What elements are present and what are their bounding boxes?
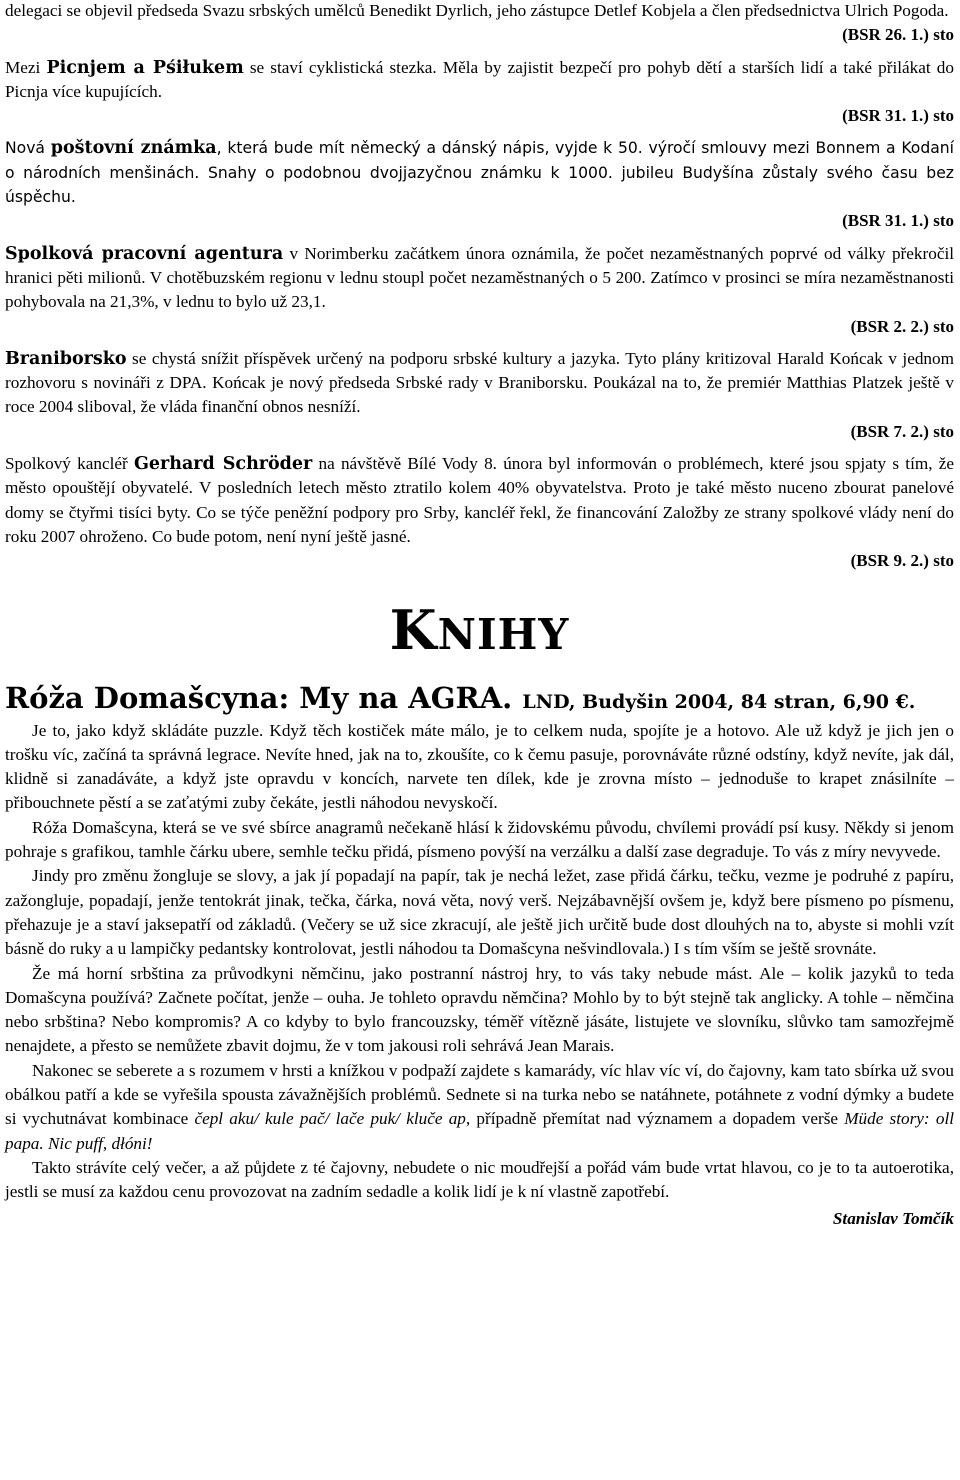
verse-quote: Müde story: oll papa. Nic puff, dłóni! bbox=[5, 1109, 954, 1153]
news-keyword: Braniborsko bbox=[5, 348, 127, 369]
book-title-line bbox=[5, 681, 954, 719]
news-source: (BSR 7. 2.) sto bbox=[850, 421, 954, 441]
news-item-1 bbox=[5, 0, 954, 23]
news-item-4 bbox=[5, 242, 954, 315]
news-keyword: Spolková pracovní agentura bbox=[5, 243, 284, 264]
news-item-2 bbox=[5, 56, 954, 105]
news-text: , která bude mít německý a dánský nápis, vyjde k 50. výročí smlouvy mezi Bonnem a Kodaní o národních menšinách. Snahy o podobnou dvojjazyčnou známku k 1000. jubileu Budyšína zůstaly svého času bez úspěchu. bbox=[5, 139, 954, 207]
news-prefix: Mezi bbox=[5, 57, 47, 77]
review-paragraph-1: Je to, jako když skládáte puzzle. Když těch kostiček máte málo, je to celkem nuda, spojíte je a hotovo. Ale už když je jich jen o trošku víc, začíná ta správná legrace. Nevíte hned, jak na to, zkoušíte, co k čemu pasuje, porovnáváte různé odstíny, když nevíte, jak dál, klidně si zanadáváte, a když jste opravdu v koncích, narvete ten dílek, kde je zrovna místo – jednoduše to krapet znásilníte – přibouchnete pěstí a se zaťatými zuby čekáte, jestli náhodou nevyskočí. bbox=[5, 720, 954, 813]
news-source: (BSR 31. 1.) sto bbox=[842, 211, 954, 231]
news-keyword: Picnjem a Pśiłukem bbox=[46, 57, 244, 78]
heading-initial: K bbox=[389, 597, 438, 662]
news-text: se staví cyklistická stezka. Měla by zajistit bezpečí pro pohyb dětí a starších lidí a také přilákat do Picnja více kupujících. bbox=[5, 57, 954, 101]
news-source: (BSR 9. 2.) sto bbox=[850, 551, 954, 571]
anagram-quote: čepl aku/ kule pač/ lače puk/ kluče ap bbox=[194, 1109, 466, 1129]
news-prefix: Spolkový kancléř bbox=[5, 454, 134, 474]
author-signature: Stanislav Tomčík bbox=[832, 1209, 954, 1229]
book-title: Róža Domašcyna: My na AGRA. bbox=[5, 680, 513, 715]
review-text: , případně přemítat nad významem a dopadem verše bbox=[465, 1109, 845, 1129]
news-text: delegaci se objevil předseda Svazu srbských umělců Benedikt Dyrlich, jeho zástupce Detlef Kobjela a člen předsednictva Ulrich Pogoda. bbox=[5, 1, 949, 20]
news-source: (BSR 2. 2.) sto bbox=[850, 316, 954, 336]
review-paragraph-3: Jindy pro změnu žongluje se slovy, a jak jí popadají na papír, tak je nechá ležet, zase přidá čárku, tečku, vezme je podruhé z papíru, zažongluje, popadají, jenže tentokrát jinak, tečka, čárka, nová věta, nový verš. Nejzábavnější ovšem je, když bere písmeno po písmenu, přehazuje je a staví jaksepatří od základů. (Večery se už sice zkracují, ale ještě jich určitě bude dost dlouhých na to, abyste si mohli vzít básně do ruky a u lampičky pedantsky kontrolovat, jestli náhodou ta Domašcyna nešvindlovala.) I s tím vším se ještě srovnáte. bbox=[5, 866, 954, 959]
review-paragraph-4: Že má horní srbština za průvodkyni němčinu, jako postranní nástroj hry, to vás taky nebude mást. Ale – kolik jazyků to teda Domašcyna používá? Začnete počítat, jenže – ouha. Je tohleto opravdu němčina? Mohlo by to být stejně tak anglicky. A tohle – němčina nebo srbština? Nebo kompromis? A co kdyby to bylo francouzsky, téměř vítězně jásáte, listujete ve slovníku, slůvko tam samozřejmě nenajdete, a přesto se nemůžete zbavit dojmu, že v tom jakousi roli sehrává Jean Marais. bbox=[5, 963, 954, 1056]
news-item-6 bbox=[5, 452, 954, 549]
news-text: se chystá snížit příspěvek určený na podporu srbské kultury a jazyka. Tyto plány kritizoval Harald Końcak v jednom rozhovoru s novináři z DPA. Końcak je nový předseda Srbské rady v Braniborsku. Poukázal na to, že premiér Matthias Platzek ještě v roce 2004 sliboval, že vláda finanční obnos nesníží. bbox=[5, 348, 954, 417]
section-heading bbox=[5, 597, 954, 665]
review-paragraph-2: Róža Domašcyna, která se ve své sbírce anagramů nečekaně hlásí k židovskému původu, chvílemi provádí psí kusy. Někdy si jenom pohraje s grafikou, tamhle čárku ubere, semhle tečku přidá, písmeno povýší na verzálku a další zase degraduje. To vás z míry nevyvede. bbox=[5, 817, 954, 862]
heading-rest: NIHY bbox=[437, 609, 570, 659]
news-text: na návštěvě Bílé Vody 8. února byl informován o problémech, které jsou spjaty s tím, že město opouštějí obyvatelé. V posledních letech město ztratilo kolem 40% obyvatelstva. Proto je také město nuceno zbourat panelové domy se čtyřmi tisíci byty. Co se týče peněžní podpory pro Srby, kancléř řekl, že financování Založby ze strany spolkové vlády není do roku 2007 ohroženo. Co bude potom, není nyní ještě jasné. bbox=[5, 454, 954, 546]
news-keyword: Gerhard Schröder bbox=[133, 454, 313, 475]
review-paragraph-6: Takto strávíte celý večer, a až půjdete z té čajovny, nebudete o nic moudřejší a pořád vám bude vrtat hlavou, co je to ta autoerotika, jestli se musí za každou cenu provozovat na zadním sedadle a kolik lidí je k ní vlastně zapotřebí. bbox=[5, 1157, 954, 1202]
review-paragraph-5 bbox=[5, 1059, 954, 1156]
review-text: Nakonec se seberete a s rozumem v hrsti a knížkou v podpaží zajdete s kamarády, víc hlav víc ví, do čajovny, kam tato sbírka už svou obálkou patří a kde se vyřešila spousta závažnějších problémů. Sednete si na turka nebo se natáhnete, potáhnete z vodní dýmky a budete si vychutnávat kombinace bbox=[5, 1060, 954, 1129]
news-prefix: Nová bbox=[5, 139, 51, 158]
book-meta: LND, Budyšin 2004, 84 stran, 6,90 €. bbox=[522, 690, 916, 713]
news-text: v Norimberku začátkem února oznámila, že počet nezaměstnaných poprvé od války překročil hranici pěti milionů. V chotěbuzském regionu v lednu stoupl počet nezaměstnaných o 5 200. Zatímco v prosinci se míra nezaměstnanosti pohybovala na 21,3%, v lednu to bylo už 23,1. bbox=[5, 243, 955, 312]
news-item-5 bbox=[5, 347, 954, 420]
news-source: (BSR 31. 1.) sto bbox=[842, 106, 954, 126]
news-item-3 bbox=[5, 136, 954, 209]
news-keyword: poštovní známka bbox=[50, 138, 217, 159]
news-source: (BSR 26. 1.) sto bbox=[842, 25, 954, 45]
